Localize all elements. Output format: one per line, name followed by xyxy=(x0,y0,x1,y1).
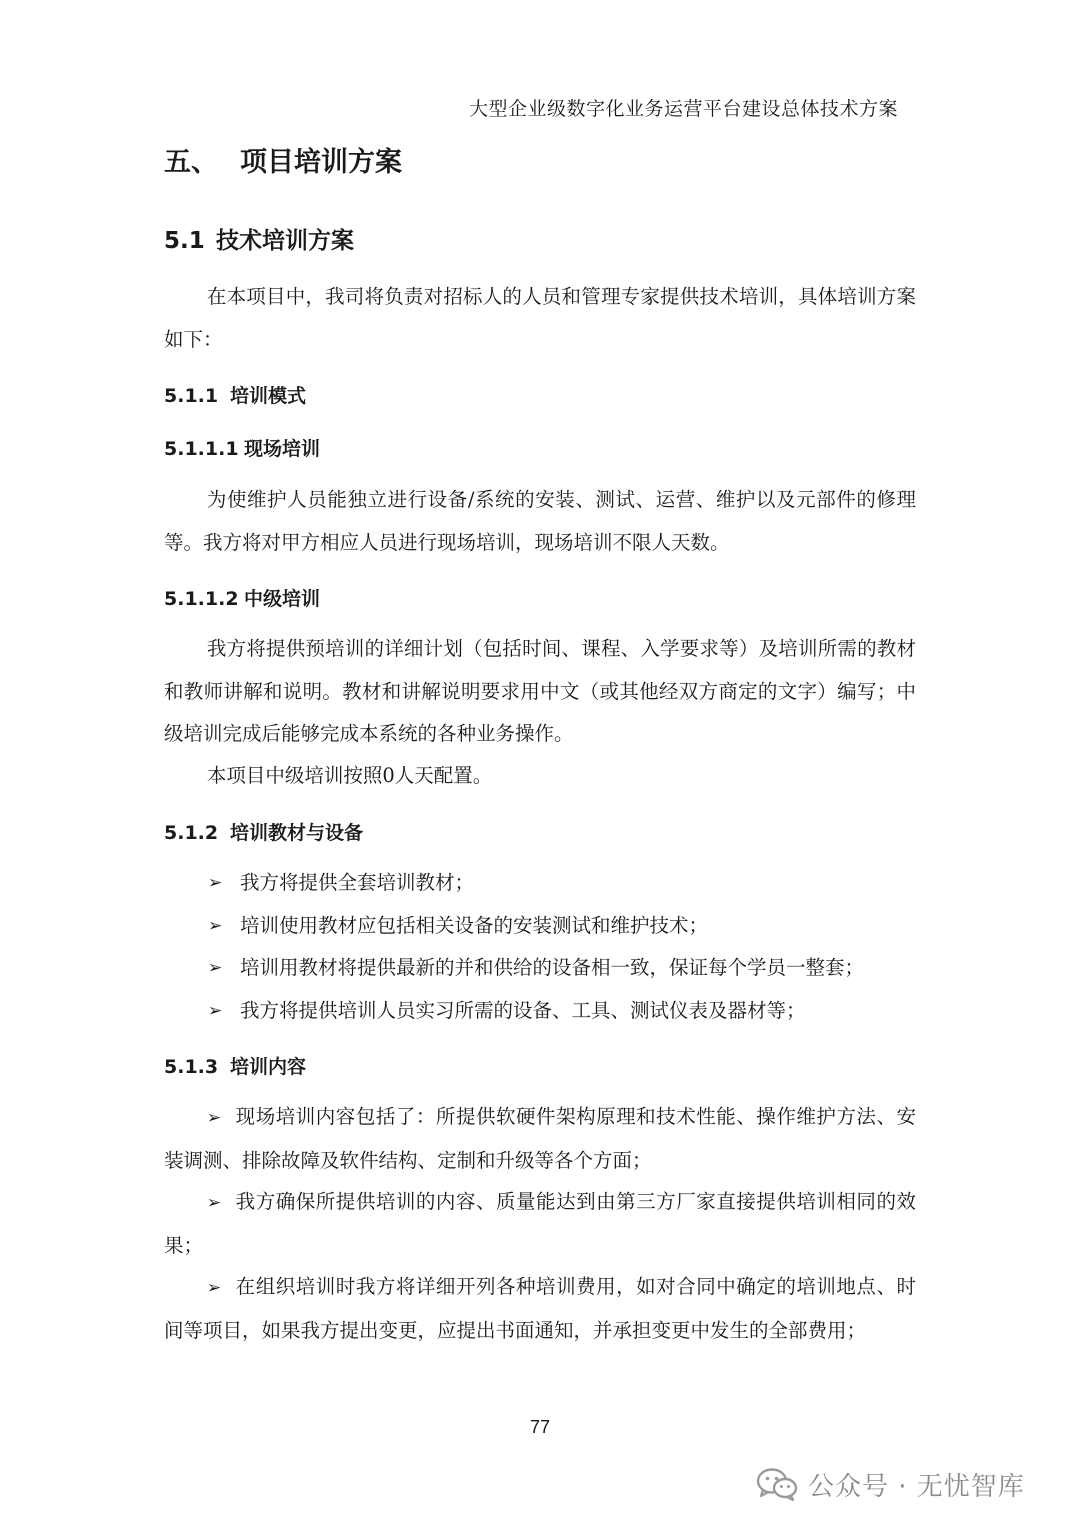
running-header: 大型企业级数字化业务运营平台建设总体技术方案 xyxy=(468,98,898,120)
chapter-number: 五、 xyxy=(164,147,218,178)
arrow-bullet-icon: ➢ xyxy=(208,873,223,893)
watermark xyxy=(756,1462,1025,1506)
onsite-training-paragraph: 为使维护人员能独立进行设备/系统的安装、测试、运营、维护以及元部件的修理等。我方将对甲方相应人员进行现场培训，现场培训不限人天数。 xyxy=(164,488,916,554)
section-heading-5-1-2 xyxy=(164,818,363,845)
content-item-paragraph: ➢ 在组织培训时我方将详细开列各种培训费用，如对合同中确定的培训地点、时间等项目，如果我方提出变更，应提出书面通知，并承担变更中发生的全部费用； xyxy=(164,1275,916,1342)
arrow-bullet-icon: ➢ xyxy=(206,1193,222,1213)
section-title: 培训模式 xyxy=(230,385,307,407)
section-number: 5.1.2 xyxy=(164,822,219,844)
section-title: 中级培训 xyxy=(244,588,321,610)
section-number: 5.1.1.2 xyxy=(164,588,239,610)
chapter-heading xyxy=(164,140,402,179)
page-number: 77 xyxy=(529,1417,551,1437)
content-item-paragraph: ➢ 我方确保所提供培训的内容、质量能达到由第三方厂家直接提供培训相同的效果； xyxy=(164,1190,916,1257)
section-heading-5-1 xyxy=(164,222,354,255)
intermediate-training-paragraph: 我方将提供预培训的详细计划（包括时间、课程、入学要求等）及培训所需的教材和教师讲解和说明。教材和讲解说明要求用中文（或其他经双方商定的文字）编写；中级培训完成后能够完成本系统的各种业务操作。 xyxy=(164,637,916,745)
section-number: 5.1.1.1 xyxy=(164,438,239,460)
section-heading-5-1-1-1 xyxy=(164,434,320,461)
section-number: 5.1.1 xyxy=(164,385,219,407)
arrow-bullet-icon: ➢ xyxy=(206,1278,222,1298)
section-title: 现场培训 xyxy=(244,438,321,460)
section-heading-5-1-1-2 xyxy=(164,584,320,611)
list-item: ➢ 培训用教材将提供最新的并和供给的设备相一致，保证每个学员一整套； xyxy=(164,947,916,990)
intermediate-config-paragraph: 本项目中级培训按照0人天配置。 xyxy=(206,764,493,787)
arrow-bullet-icon: ➢ xyxy=(208,958,223,978)
section-heading-5-1-3 xyxy=(164,1052,306,1079)
section-title: 技术培训方案 xyxy=(216,228,354,254)
content-item-paragraph: ➢ 现场培训内容包括了：所提供软硬件架构原理和技术性能、操作维护方法、安装调测、排除故障及软件结构、定制和升级等各个方面； xyxy=(164,1105,916,1172)
section-title: 培训教材与设备 xyxy=(230,822,364,844)
chapter-title: 项目培训方案 xyxy=(240,147,402,178)
section-title: 培训内容 xyxy=(230,1056,307,1078)
materials-bullet-list xyxy=(164,862,916,1032)
intro-paragraph: 在本项目中，我司将负责对招标人的人员和管理专家提供技术培训，具体培训方案如下： xyxy=(164,285,916,351)
section-heading-5-1-1 xyxy=(164,381,306,408)
section-number: 5.1.3 xyxy=(164,1056,219,1078)
arrow-bullet-icon: ➢ xyxy=(208,1000,223,1021)
arrow-bullet-icon: ➢ xyxy=(206,1108,222,1128)
wechat-icon xyxy=(756,1467,798,1501)
watermark-text: 公众号 · 无忧智库 xyxy=(808,1471,1025,1502)
header-rule xyxy=(164,124,916,125)
list-item: ➢ 我方将提供培训人员实习所需的设备、工具、测试仪表及器材等； xyxy=(164,990,916,1033)
list-item: ➢ 我方将提供全套培训教材； xyxy=(164,862,916,905)
section-number: 5.1 xyxy=(164,228,205,254)
arrow-bullet-icon: ➢ xyxy=(208,915,223,936)
list-item: ➢ 培训使用教材应包括相关设备的安装测试和维护技术； xyxy=(164,905,916,948)
